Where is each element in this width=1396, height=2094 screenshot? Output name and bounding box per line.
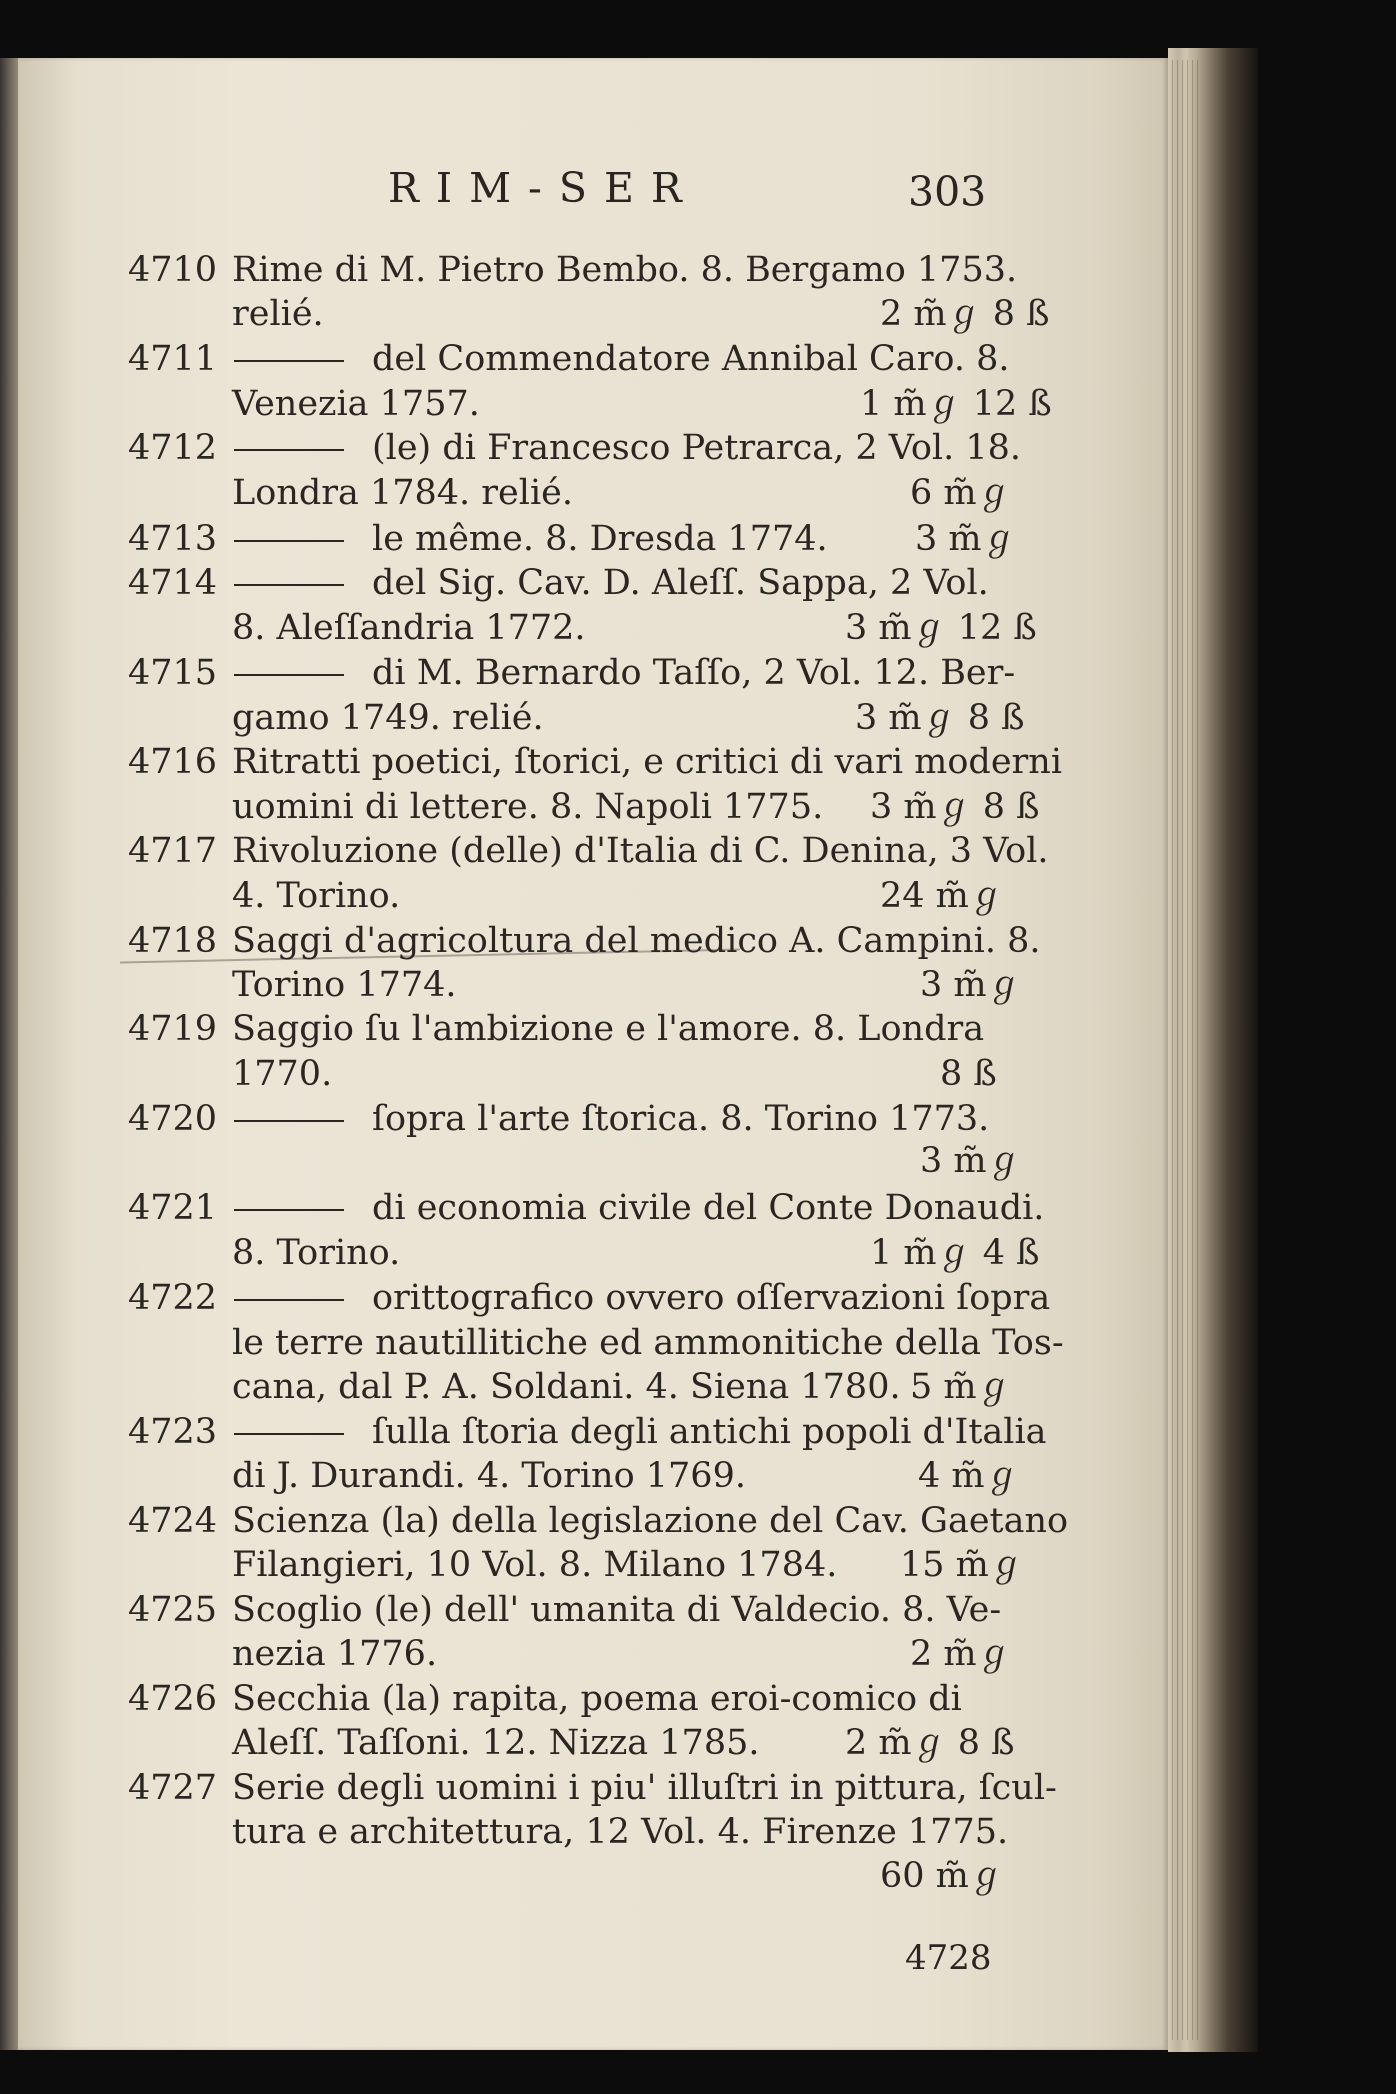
entry-number: 4718	[128, 921, 218, 961]
entry-title: Rime di M. Pietro Bembo. 8. Bergamo 1753.	[232, 250, 1018, 290]
entry-title: Londra 1784. relié.	[232, 473, 573, 513]
entry-price: 2 m̃ℊ	[910, 1634, 1012, 1674]
ditto-dash	[234, 1433, 344, 1435]
entry-title: nezia 1776.	[232, 1634, 438, 1674]
entry-price: 3 m̃ℊ 8 ß	[855, 698, 1025, 738]
entry-number: 4726	[128, 1679, 218, 1719]
entry-title: gamo 1749. relié.	[232, 698, 544, 738]
entry-number: 4711	[128, 339, 218, 379]
entry-price: 3 m̃ℊ	[920, 1141, 1022, 1181]
entry-title: Rivoluzione (delle) d'Italia di C. Denina, 3 Vol.	[232, 831, 1049, 871]
entry-title: orittografico ovvero oſſervazioni ſopra	[372, 1278, 1051, 1318]
list-item	[0, 1809, 1140, 1855]
entry-number: 4727	[128, 1768, 218, 1808]
list-item	[0, 1138, 1140, 1184]
entry-title: Scienza (la) della legislazione del Cav. Gaetano	[232, 1501, 1069, 1541]
list-item	[0, 470, 1140, 516]
entry-number: 4719	[128, 1009, 218, 1049]
entry-price: 3 m̃ℊ 12 ß	[845, 608, 1037, 648]
entry-title: di J. Durandi. 4. Torino 1769.	[232, 1456, 746, 1496]
list-item	[0, 1006, 1140, 1052]
entry-price: 8 ß	[940, 1054, 997, 1094]
entry-title: Secchia (la) rapita, poema eroi-comico di	[232, 1679, 962, 1719]
list-item	[0, 695, 1140, 741]
entry-title: Torino 1774.	[232, 965, 457, 1005]
entry-price: 1 m̃ℊ 4 ß	[870, 1233, 1040, 1273]
list-item	[0, 1676, 1140, 1722]
entry-price: 5 m̃ℊ	[910, 1367, 1012, 1407]
entry-price: 24 m̃ℊ	[880, 876, 1004, 916]
list-item	[0, 1051, 1140, 1097]
list-item	[0, 828, 1140, 874]
list-item	[0, 381, 1140, 427]
entry-number: 4721	[128, 1188, 218, 1228]
entry-number: 4725	[128, 1590, 218, 1630]
entry-number: 4716	[128, 742, 218, 782]
entry-price: 3 m̃ℊ	[915, 519, 1017, 559]
entry-number: 4714	[128, 563, 218, 603]
entry-price: 4 m̃ℊ	[918, 1456, 1020, 1496]
list-item	[0, 650, 1140, 696]
entry-title: 1770.	[232, 1054, 333, 1094]
list-item	[0, 1720, 1140, 1766]
list-item	[0, 605, 1140, 651]
list-item	[0, 1542, 1140, 1588]
entry-title: Filangieri, 10 Vol. 8. Milano 1784.	[232, 1545, 838, 1585]
ditto-dash	[234, 540, 344, 542]
entry-number: 4724	[128, 1501, 218, 1541]
ditto-dash	[234, 1120, 344, 1122]
entry-number: 4720	[128, 1099, 218, 1139]
list-item	[0, 516, 1140, 562]
list-item	[0, 739, 1140, 785]
entry-title: Scoglio (le) dell' umanita di Valdecio. 8. Ve-	[232, 1590, 1002, 1630]
list-item	[0, 1587, 1140, 1633]
entry-title: le même. 8. Dresda 1774.	[372, 519, 828, 559]
list-item	[0, 336, 1140, 382]
entry-title: ſopra l'arte ſtorica. 8. Torino 1773.	[372, 1099, 990, 1139]
entry-title: uomini di lettere. 8. Napoli 1775.	[232, 787, 824, 827]
entry-price: 15 m̃ℊ	[900, 1545, 1024, 1585]
entry-title: Saggi d'agricoltura del medico A. Campini. 8.	[232, 921, 1041, 961]
list-item	[0, 784, 1140, 830]
entry-title: del Sig. Cav. D. Aleſſ. Sappa, 2 Vol.	[372, 563, 989, 603]
entry-title: di M. Bernardo Taſſo, 2 Vol. 12. Ber-	[372, 653, 1016, 693]
list-item	[0, 1364, 1140, 1410]
entry-title: Aleſſ. Taſſoni. 12. Nizza 1785.	[232, 1723, 760, 1763]
list-item	[0, 291, 1140, 337]
entry-title: ſulla ſtoria degli antichi popoli d'Italia	[372, 1412, 1047, 1452]
ditto-dash	[234, 360, 344, 362]
list-item	[0, 1765, 1140, 1811]
entry-price: 2 m̃ℊ 8 ß	[880, 294, 1050, 334]
list-item	[0, 1453, 1140, 1499]
entry-number: 4713	[128, 519, 218, 559]
list-item	[0, 873, 1140, 919]
entry-price: 2 m̃ℊ 8 ß	[845, 1723, 1015, 1763]
ditto-dash	[234, 1299, 344, 1301]
list-item	[0, 425, 1140, 471]
entry-number: 4717	[128, 831, 218, 871]
entry-title: Ritratti poetici, ſtorici, e critici di vari moderni	[232, 742, 1063, 782]
list-item	[0, 247, 1140, 293]
entry-title: relié.	[232, 294, 324, 334]
entry-title: Saggio ſu l'ambizione e l'amore. 8. Londra	[232, 1009, 985, 1049]
list-item	[0, 1409, 1140, 1455]
entry-title: di economia civile del Conte Donaudi.	[372, 1188, 1045, 1228]
list-item	[0, 1096, 1140, 1142]
page-number: 303	[908, 168, 987, 216]
entry-price: 6 m̃ℊ	[910, 473, 1012, 513]
entry-title: 8. Torino.	[232, 1233, 401, 1273]
entry-number: 4715	[128, 653, 218, 693]
list-item	[0, 560, 1140, 606]
entry-title: del Commendatore Annibal Caro. 8.	[372, 339, 1010, 379]
catchword: 4728	[905, 1938, 992, 1978]
entry-number: 4712	[128, 428, 218, 468]
list-item	[0, 1320, 1140, 1366]
entry-price: 60 m̃ℊ	[880, 1856, 1004, 1896]
ditto-dash	[234, 1209, 344, 1211]
entry-title: Serie degli uomini i piu' illuſtri in pittura, ſcul-	[232, 1768, 1057, 1808]
page-edge-lines	[1172, 60, 1202, 2040]
entry-title: 8. Aleſſandria 1772.	[232, 608, 586, 648]
entry-price: 3 m̃ℊ	[920, 965, 1022, 1005]
entry-title: Venezia 1757.	[232, 384, 480, 424]
list-item	[0, 1275, 1140, 1321]
entry-price: 3 m̃ℊ 8 ß	[870, 787, 1040, 827]
entry-title: (le) di Francesco Petrarca, 2 Vol. 18.	[372, 428, 1022, 468]
entry-title: le terre nautillitiche ed ammonitiche della Tos-	[232, 1323, 1064, 1363]
list-item	[0, 1185, 1140, 1231]
list-item	[0, 962, 1140, 1008]
entry-title: 4. Torino.	[232, 876, 401, 916]
entry-title: tura e architettura, 12 Vol. 4. Firenze 1775.	[232, 1812, 1009, 1852]
ditto-dash	[234, 449, 344, 451]
entry-price: 1 m̃ℊ 12 ß	[860, 384, 1052, 424]
entry-number: 4710	[128, 250, 218, 290]
ditto-dash	[234, 584, 344, 586]
list-item	[0, 1230, 1140, 1276]
list-item	[0, 918, 1140, 964]
entry-number: 4723	[128, 1412, 218, 1452]
entry-number: 4722	[128, 1278, 218, 1318]
list-item	[0, 1498, 1140, 1544]
list-item	[0, 1853, 1140, 1899]
list-item	[0, 1631, 1140, 1677]
ditto-dash	[234, 674, 344, 676]
entry-title: cana, dal P. A. Soldani. 4. Siena 1780.	[232, 1367, 901, 1407]
running-head: RIM-SER	[388, 164, 699, 212]
